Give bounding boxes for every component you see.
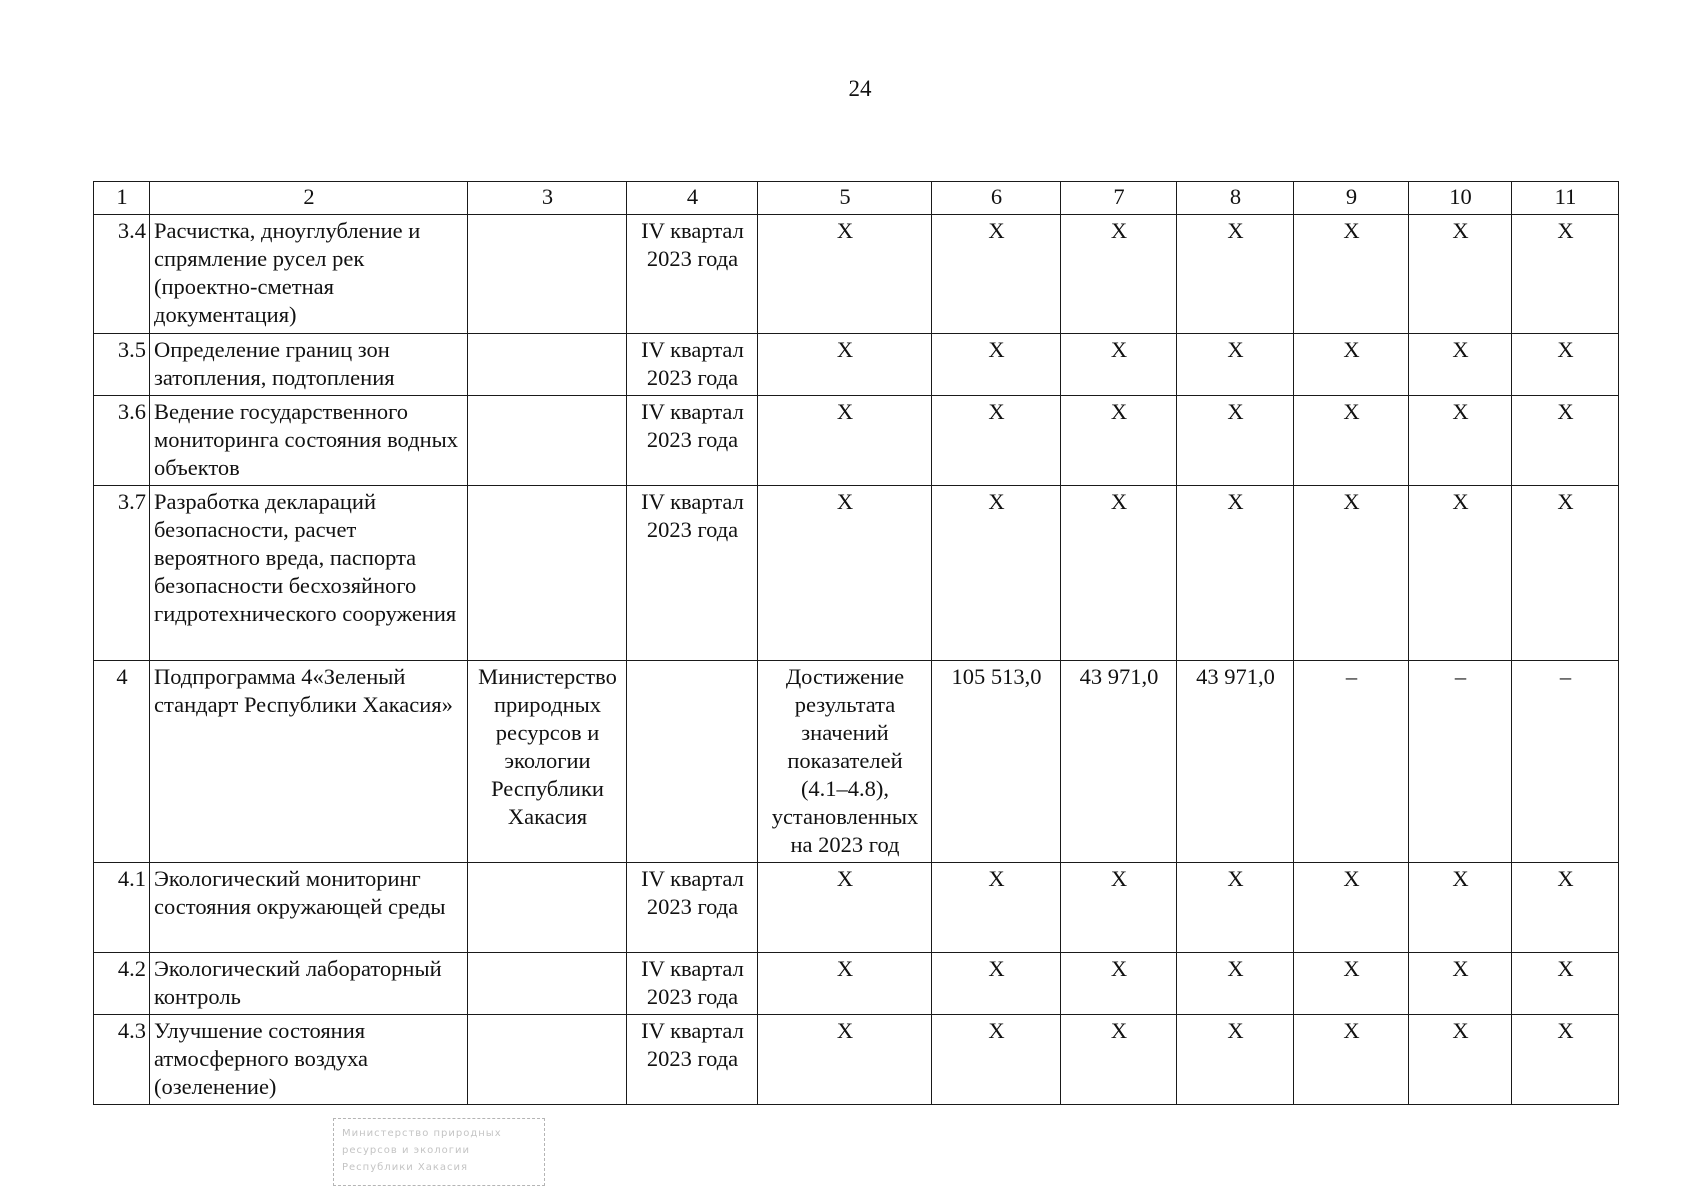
activity-name: Определение границ зон затопления, подтопления xyxy=(150,334,468,396)
executor-cell xyxy=(468,486,627,661)
deadline-cell xyxy=(627,661,758,863)
value-cell: X xyxy=(1177,486,1294,661)
activity-name: Улучшение состояния атмосферного воздуха (озеленение) xyxy=(150,1015,468,1105)
value-cell: X xyxy=(1294,1015,1409,1105)
executor-cell xyxy=(468,1015,627,1105)
column-header: 4 xyxy=(627,182,758,215)
value-cell: X xyxy=(1409,1015,1512,1105)
value-cell: X xyxy=(1512,334,1619,396)
value-cell: X xyxy=(932,396,1061,486)
row-number: 4.2 xyxy=(94,953,150,1015)
value-cell: X xyxy=(1177,396,1294,486)
value-cell: X xyxy=(1512,215,1619,334)
value-cell: X xyxy=(1061,863,1177,953)
value-cell: X xyxy=(1177,863,1294,953)
faded-stamp xyxy=(333,1118,545,1186)
value-cell: X xyxy=(1061,334,1177,396)
value-cell: X xyxy=(1409,334,1512,396)
value-cell: X xyxy=(1061,215,1177,334)
value-cell: X xyxy=(932,215,1061,334)
value-cell: X xyxy=(1294,396,1409,486)
value-cell: – xyxy=(1294,661,1409,863)
row-number: 3.6 xyxy=(94,396,150,486)
table-row xyxy=(94,863,1619,953)
column-header: 2 xyxy=(150,182,468,215)
value-cell: X xyxy=(1294,953,1409,1015)
result-cell: X xyxy=(758,486,932,661)
row-number: 4 xyxy=(94,661,150,863)
activity-name: Экологический мониторинг состояния окружающей среды xyxy=(150,863,468,953)
page-number: 24 xyxy=(848,76,872,101)
value-cell: – xyxy=(1512,661,1619,863)
executor-cell: Министерство природных ресурсов и экологии Республики Хакасия xyxy=(468,661,627,863)
value-cell: X xyxy=(1061,1015,1177,1105)
executor-cell xyxy=(468,396,627,486)
table-row xyxy=(94,1015,1619,1105)
activity-name: Ведение государственного мониторинга состояния водных объектов xyxy=(150,396,468,486)
value-cell: X xyxy=(932,486,1061,661)
row-number: 4.3 xyxy=(94,1015,150,1105)
value-cell: X xyxy=(1409,396,1512,486)
executor-cell xyxy=(468,334,627,396)
value-cell: X xyxy=(1512,863,1619,953)
stamp-line: Министерство природных xyxy=(342,1128,502,1139)
value-cell: X xyxy=(1294,334,1409,396)
value-cell: X xyxy=(1177,953,1294,1015)
value-cell: X xyxy=(1177,215,1294,334)
table-row xyxy=(94,661,1619,863)
activities-table xyxy=(93,181,1619,1105)
value-cell: – xyxy=(1409,661,1512,863)
row-number: 3.7 xyxy=(94,486,150,661)
column-header: 5 xyxy=(758,182,932,215)
deadline-cell: IV квартал 2023 года xyxy=(627,396,758,486)
value-cell: X xyxy=(1294,486,1409,661)
deadline-cell: IV квартал 2023 года xyxy=(627,1015,758,1105)
executor-cell xyxy=(468,863,627,953)
value-cell: X xyxy=(932,953,1061,1015)
activity-name: Экологический лабораторный контроль xyxy=(150,953,468,1015)
table-row xyxy=(94,953,1619,1015)
column-header: 8 xyxy=(1177,182,1294,215)
value-cell: X xyxy=(1512,1015,1619,1105)
column-header: 3 xyxy=(468,182,627,215)
value-cell: X xyxy=(1409,215,1512,334)
result-cell: X xyxy=(758,863,932,953)
value-cell: X xyxy=(932,1015,1061,1105)
stamp-line: Республики Хакасия xyxy=(342,1162,469,1173)
row-number: 3.5 xyxy=(94,334,150,396)
value-cell: 43 971,0 xyxy=(1177,661,1294,863)
executor-cell xyxy=(468,215,627,334)
value-cell: X xyxy=(1512,486,1619,661)
value-cell: X xyxy=(932,863,1061,953)
value-cell: X xyxy=(1294,863,1409,953)
table-row xyxy=(94,396,1619,486)
value-cell: 43 971,0 xyxy=(1061,661,1177,863)
result-cell: X xyxy=(758,215,932,334)
result-cell: X xyxy=(758,953,932,1015)
executor-cell xyxy=(468,953,627,1015)
value-cell: X xyxy=(1512,953,1619,1015)
column-header: 9 xyxy=(1294,182,1409,215)
value-cell: X xyxy=(1177,1015,1294,1105)
column-header: 6 xyxy=(932,182,1061,215)
deadline-cell: IV квартал 2023 года xyxy=(627,863,758,953)
table-row xyxy=(94,334,1619,396)
value-cell: X xyxy=(1409,486,1512,661)
activity-name: Расчистка, дноуглубление и спрямление русел рек (проектно-сметная документация) xyxy=(150,215,468,334)
column-header: 11 xyxy=(1512,182,1619,215)
value-cell: X xyxy=(1061,953,1177,1015)
deadline-cell: IV квартал 2023 года xyxy=(627,334,758,396)
row-number: 3.4 xyxy=(94,215,150,334)
column-header: 1 xyxy=(94,182,150,215)
result-cell: X xyxy=(758,1015,932,1105)
value-cell: X xyxy=(932,334,1061,396)
value-cell: 105 513,0 xyxy=(932,661,1061,863)
value-cell: X xyxy=(1409,863,1512,953)
activity-name: Разработка деклараций безопасности, расчет вероятного вреда, паспорта безопасности бесхозяйного гидротехнического сооружения xyxy=(150,486,468,661)
table-row xyxy=(94,215,1619,334)
result-cell: X xyxy=(758,334,932,396)
table-header-row xyxy=(94,182,1619,215)
value-cell: X xyxy=(1294,215,1409,334)
value-cell: X xyxy=(1177,334,1294,396)
deadline-cell: IV квартал 2023 года xyxy=(627,486,758,661)
result-cell: X xyxy=(758,396,932,486)
deadline-cell: IV квартал 2023 года xyxy=(627,953,758,1015)
activity-name: Подпрограмма 4«Зеленый стандарт Республики Хакасия» xyxy=(150,661,468,863)
column-header: 7 xyxy=(1061,182,1177,215)
table-row xyxy=(94,486,1619,661)
column-header: 10 xyxy=(1409,182,1512,215)
row-number: 4.1 xyxy=(94,863,150,953)
value-cell: X xyxy=(1512,396,1619,486)
value-cell: X xyxy=(1409,953,1512,1015)
value-cell: X xyxy=(1061,486,1177,661)
result-cell: Достижение результата значений показателей (4.1–4.8), установленных на 2023 год xyxy=(758,661,932,863)
stamp-line: ресурсов и экологии xyxy=(342,1145,471,1156)
value-cell: X xyxy=(1061,396,1177,486)
deadline-cell: IV квартал 2023 года xyxy=(627,215,758,334)
